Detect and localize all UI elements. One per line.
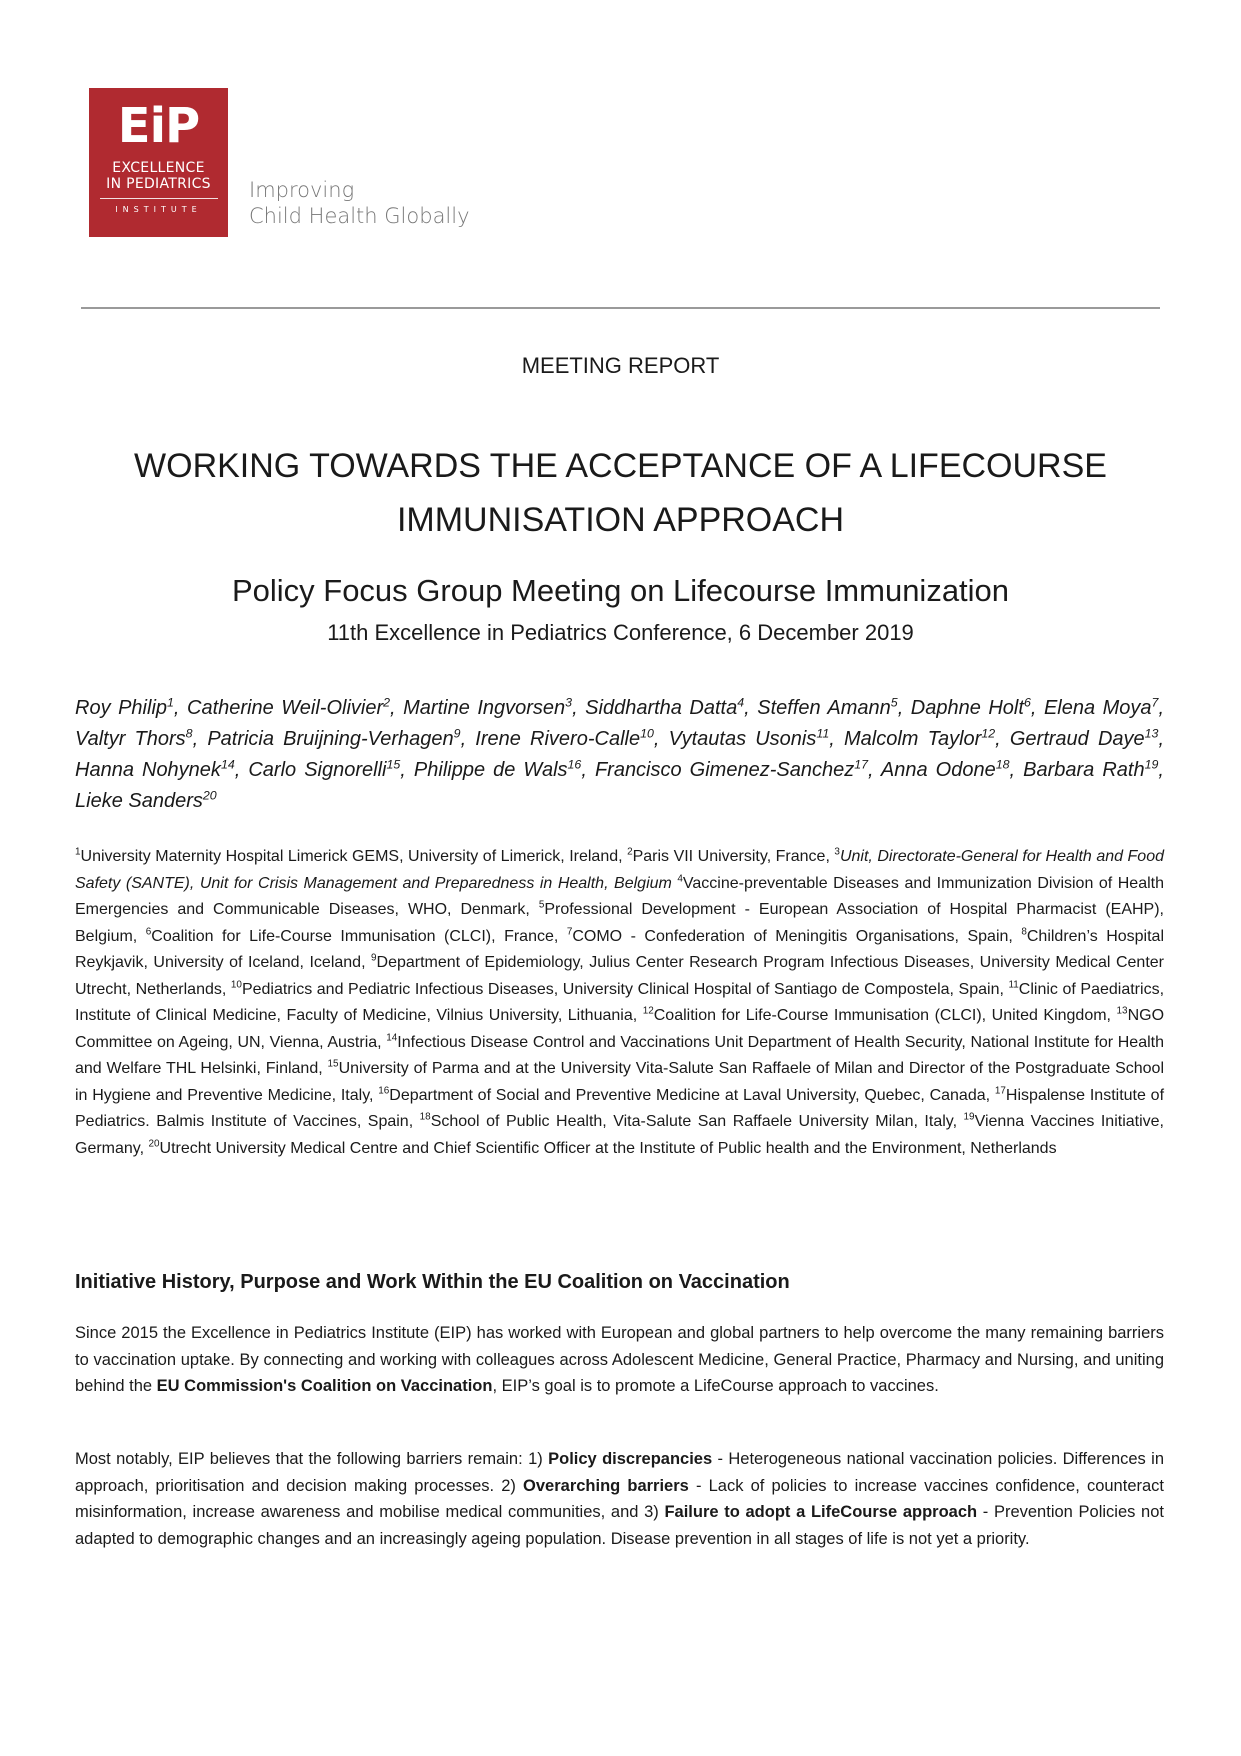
paragraph-1: [75, 1320, 1164, 1400]
author: [207, 728, 460, 750]
affiliation-text: Children’s Hospital Reykjavik, University of Iceland, Iceland,: [75, 927, 1165, 971]
author-name: Valtyr Thors: [75, 728, 186, 750]
paragraph-text: Most notably, EIP believes that the following barriers remain: 1): [75, 1450, 549, 1468]
author-sup: 15: [386, 757, 401, 772]
report-label: MEETING REPORT: [521, 353, 720, 378]
affiliation-text: Professional Development - European Association of Hospital Pharmacist (EAHP), Belgium,: [75, 901, 1164, 945]
affiliation-text: Clinic of Paediatrics, Institute of Clinical Medicine, Faculty of Medicine, Vilnius University, Lithuania,: [75, 980, 1165, 1024]
affiliation-text: Unit, Directorate-General for Health and Food Safety (SANTE), Unit for Crisis Management and Preparedness in Health, Belgium: [75, 848, 1165, 892]
affiliation-text: School of Public Health, Vita-Salute San Raffaele University Milan, Italy,: [430, 1113, 964, 1130]
section-heading: Initiative History, Purpose and Work Within the EU Coalition on Vaccination: [75, 1271, 790, 1293]
paragraph-text: , EIP’s goal is to promote a LifeCourse approach to vaccines.: [492, 1377, 939, 1395]
author-sup: 12: [981, 726, 996, 741]
author: [75, 790, 217, 812]
author: [475, 728, 654, 750]
author-name: Roy Philip: [75, 697, 168, 719]
affiliation-sup: 14: [386, 1032, 398, 1044]
author-sup: 14: [220, 757, 235, 772]
author-name: Anna Odone: [880, 759, 996, 781]
affiliation-sup: 19: [963, 1111, 975, 1123]
author: [585, 697, 744, 719]
affiliation: [627, 848, 834, 865]
author-name: Barbara Rath: [1023, 759, 1145, 781]
affiliation-sup: 9: [371, 952, 377, 964]
affiliation: [75, 848, 627, 865]
logo-line-excellence: EXCELLENCE: [112, 160, 205, 176]
author: [75, 728, 193, 750]
author-sup: 19: [1144, 757, 1159, 772]
affiliation-text: Department of Epidemiology, Julius Center Research Program Infectious Diseases, University Medical Center Utrecht, Netherlands,: [75, 954, 1164, 998]
paragraph-text: - Heterogeneous national vaccination policies. Differences in approach, prioritisation and decision making processes. 2): [75, 1450, 1165, 1495]
author: [844, 728, 995, 750]
author-sup: 17: [854, 757, 869, 772]
affiliation-list: [75, 844, 1164, 1162]
author: [881, 759, 1010, 781]
author: [414, 759, 581, 781]
affiliation-sup: 3: [834, 846, 840, 858]
affiliation-sup: 8: [1021, 926, 1027, 938]
logo-mark: EiP: [117, 98, 200, 154]
author-sup: 7: [1151, 695, 1159, 710]
eip-logo: [89, 88, 228, 237]
author-sup: 11: [816, 726, 830, 741]
author-sup: 6: [1023, 695, 1031, 710]
author: [75, 697, 174, 719]
author-name: Elena Moya: [1043, 697, 1152, 719]
affiliation-sup: 12: [642, 1005, 654, 1017]
emphasis-text: EU Commission's Coalition on Vaccination: [156, 1377, 493, 1395]
author-sup: 13: [1144, 726, 1159, 741]
affiliation-sup: 6: [145, 926, 152, 938]
affiliation: [567, 928, 1022, 945]
author-sup: 20: [202, 788, 217, 803]
author-name: Malcolm Taylor: [843, 728, 982, 750]
affiliation-text: Vaccine-preventable Diseases and Immunization Division of Health Emergencies and Communicable Diseases, WHO, Denmark,: [75, 874, 1165, 918]
affiliation-text: Coalition for Life-Course Immunisation (CLCI), France,: [151, 927, 567, 945]
title-line2: IMMUNISATION APPROACH: [396, 501, 845, 539]
author: [669, 728, 830, 750]
author: [403, 697, 572, 719]
affiliation-text: University of Parma and at the University Vita-Salute San Raffaele of Milan and Director of the Postgraduate School in Hygiene and Preventive Medicine, Italy,: [75, 1060, 1165, 1104]
author: [248, 759, 400, 781]
author: [1044, 697, 1159, 719]
author: [1023, 759, 1158, 781]
author-name: Vytautas Usonis: [668, 728, 817, 750]
author: [595, 759, 868, 781]
author-name: Francisco Gimenez-Sanchez: [594, 759, 855, 781]
affiliation-sup: 11: [1008, 979, 1019, 991]
logo-line-institute: INSTITUTE: [115, 205, 202, 214]
affiliation: [420, 1113, 964, 1130]
author: [75, 759, 235, 781]
affiliation-sup: 18: [419, 1111, 431, 1123]
affiliation-sup: 1: [75, 846, 81, 858]
emphasis-text: Policy discrepancies: [548, 1450, 713, 1468]
tagline-line2: Child Health Globally: [249, 204, 470, 228]
affiliation-sup: 15: [327, 1058, 339, 1070]
affiliation-text: COMO - Confederation of Meningitis Organisations, Spain,: [572, 927, 1022, 945]
author-name: Catherine Weil-Olivier: [187, 697, 384, 719]
author-sup: 1: [167, 695, 174, 710]
affiliation-text: NGO Committee on Ageing, UN, Vienna, Austria,: [75, 1007, 1165, 1051]
affiliation-sup: 13: [1116, 1005, 1128, 1017]
author: [757, 697, 897, 719]
author-name: Patricia Bruijning-Verhagen: [207, 728, 454, 750]
emphasis-text: Failure to adopt a LifeCourse approach: [664, 1503, 978, 1521]
affiliation-text: Hispalense Institute of Pediatrics. Balmis Institute of Vaccines, Spain,: [75, 1086, 1165, 1130]
header-divider: [81, 307, 1160, 309]
author-sup: 3: [565, 695, 573, 710]
affiliation-sup: 4: [677, 873, 683, 885]
logo-line-in-pediatrics: IN PEDIATRICS: [106, 176, 211, 192]
author: [1010, 728, 1159, 750]
affiliation-text: Paris VII University, France,: [632, 848, 835, 865]
paragraph-text: - Prevention Policies not adapted to demographic changes and an increasingly ageing population. Disease prevention in all stages of life is not yet a priority.: [75, 1503, 1164, 1548]
paragraph-text: Since 2015 the Excellence in Pediatrics Institute (EIP) has worked with European and global partners to help overcome the many remaining barriers to vaccination uptake. By connecting and working with colleagues across Adolescent Medicine, General Practice, Pharmacy and Nursing, and uniting behind the: [75, 1324, 1164, 1395]
author-sup: 16: [567, 757, 582, 772]
affiliation-sup: 17: [994, 1085, 1006, 1097]
author-name: Hanna Nohynek: [75, 759, 221, 781]
affiliation-text: University Maternity Hospital Limerick GEMS, University of Limerick, Ireland,: [80, 848, 628, 865]
affiliation-text: Department of Social and Preventive Medicine at Laval University, Quebec, Canada,: [389, 1086, 995, 1104]
author-sup: 18: [995, 757, 1010, 772]
author-name: Irene Rivero-Calle: [475, 728, 641, 750]
affiliation-text: Utrecht University Medical Centre and Chief Scientific Officer at the Institute of Public health and the Environment, Netherlands: [159, 1139, 1057, 1157]
author-name: Carlo Signorelli: [248, 759, 387, 781]
author-name: Siddhartha Datta: [585, 697, 738, 719]
author: [911, 697, 1031, 719]
conference-line: 11th Excellence in Pediatrics Conference, 6 December 2019: [327, 620, 914, 645]
affiliation-sup: 20: [148, 1138, 160, 1150]
author-sup: 5: [890, 695, 898, 710]
affiliation: [149, 1140, 1057, 1157]
author-sup: 10: [640, 726, 654, 741]
author-name: Philippe de Wals: [413, 759, 568, 781]
tagline: [249, 177, 470, 229]
affiliation-sup: 16: [378, 1085, 390, 1097]
author-sup: 8: [185, 726, 193, 741]
affiliation: [146, 928, 567, 945]
affiliation-text: Infectious Disease Control and Vaccinations Unit Department of Health Security, National Institute for Health and Welfare THL Helsinki, Finland,: [75, 1033, 1165, 1077]
affiliation: [378, 1087, 995, 1104]
affiliation-sup: 7: [566, 926, 573, 938]
paragraph-text: - Lack of policies to increase vaccines confidence, counteract misinformation, increase awareness and mobilise medical communities, and 3): [75, 1476, 1164, 1521]
page-title: [80, 439, 1161, 547]
subtitle: Policy Focus Group Meeting on Lifecourse Immunization: [231, 573, 1010, 608]
affiliation-sup: 5: [538, 899, 545, 911]
affiliation-text: Pediatrics and Pediatric Infectious Diseases, University Clinical Hospital of Santiago de Compostela, Spain,: [241, 980, 1009, 998]
author-name: Steffen Amann: [757, 697, 891, 719]
author-name: Gertraud Daye: [1009, 728, 1145, 750]
affiliation-sup: 10: [230, 979, 242, 991]
affiliation-text: Coalition for Life-Course Immunisation (CLCI), United Kingdom,: [653, 1007, 1117, 1024]
author-name: Daphne Holt: [910, 697, 1024, 719]
affiliation-text: Vienna Vaccines Initiative, Germany,: [75, 1113, 1164, 1157]
emphasis-text: Overarching barriers: [523, 1476, 689, 1495]
author-sup: 2: [383, 695, 391, 710]
affiliation-sup: 2: [627, 846, 633, 858]
paragraph-2: [75, 1446, 1164, 1552]
author-list: Roy Philip$^1$, Catherine Weil-Olivier$^2$, Martine Ingvorsen$^3$, Siddhartha Datta$^4$, Steffen Amann$^5$, Daphne Holt$^6$, Elena Moya$^7$, Valtyr Thors$^8$, Patricia Bruijning-Verhagen$^9$, Irene Rivero-Calle$^{10}$, Vytautas Usonis$^{11}$, Malcolm Taylor$^{12}$, Gertraud Daye$^{13}$, Hanna Nohynek$^{14}$, Carlo Signorelli$^{15}$, Philippe de Wals$^{16}$, Francisco Gimenez-Sanchez$^{17}$, Anna Odone$^{18}$, Barbara Rath$^{19}$, Lieke Sanders$^{20}$: [75, 695, 1165, 812]
author: [187, 697, 390, 719]
affiliation: [643, 1007, 1117, 1024]
tagline-line1: Improving: [249, 178, 355, 202]
author-sup: 4: [737, 695, 745, 710]
author-name: Martine Ingvorsen: [403, 697, 566, 719]
logo-divider: [100, 198, 218, 199]
affiliation: [231, 981, 1009, 998]
author-name: Lieke Sanders: [75, 790, 203, 812]
title-line1: WORKING TOWARDS THE ACCEPTANCE OF A LIFECOURSE: [134, 447, 1107, 485]
author-sup: 9: [453, 726, 461, 741]
